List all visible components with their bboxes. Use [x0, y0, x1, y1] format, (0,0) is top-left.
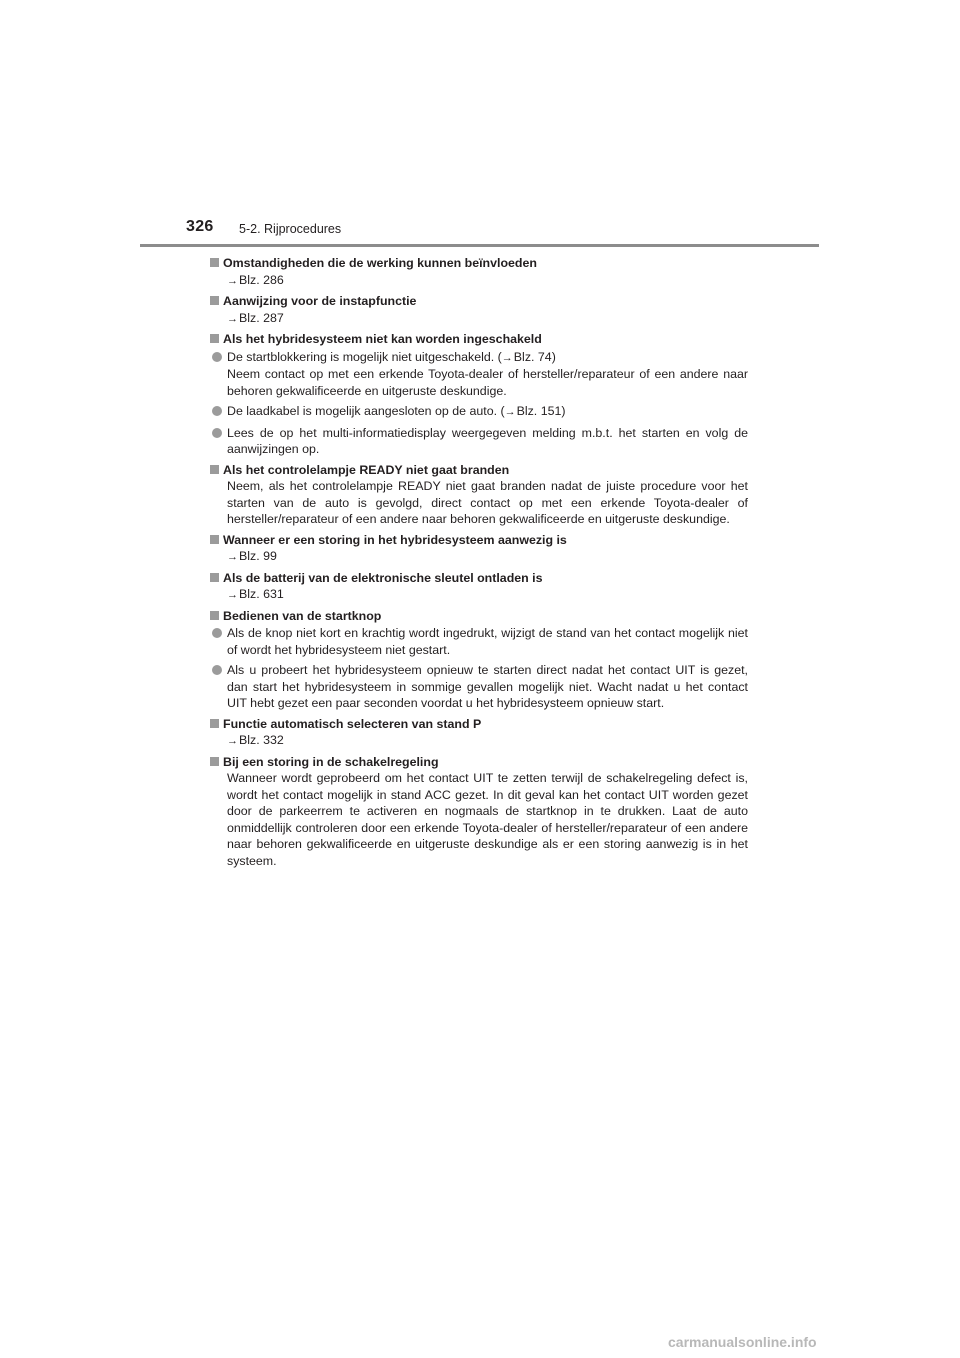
section	[210, 608, 748, 712]
page-reference[interactable]: →Blz. 74	[501, 349, 552, 364]
section	[210, 331, 748, 458]
section-reference	[210, 548, 748, 566]
square-bullet-icon	[210, 334, 219, 343]
section	[210, 532, 748, 566]
square-bullet-icon	[210, 296, 219, 305]
bullet-item: Als de knop niet kort en krachtig wordt ingedrukt, wijzigt de stand van het contact mogelijk niet of wordt het hybridesysteem niet gestart.	[210, 625, 748, 658]
page-reference[interactable]: →Blz. 631	[227, 587, 284, 601]
circle-bullet-icon	[212, 406, 222, 416]
watermark: carmanualsonline.info	[668, 1334, 817, 1350]
square-bullet-icon	[210, 611, 219, 620]
arrow-right-icon: →	[227, 551, 238, 563]
page-reference[interactable]: →Blz. 287	[227, 310, 284, 325]
header-divider	[140, 244, 819, 247]
section-title: Bedienen van de startknop	[210, 608, 748, 625]
circle-bullet-icon	[212, 428, 222, 438]
arrow-right-icon: →	[504, 406, 516, 418]
square-bullet-icon	[210, 258, 219, 267]
chapter-title: 5-2. Rijprocedures	[239, 222, 342, 236]
section-reference	[210, 310, 748, 328]
section-title: Functie automatisch selecteren van stand P	[210, 716, 748, 733]
square-bullet-icon	[210, 465, 219, 474]
bullet-item: De startblokkering is mogelijk niet uitgeschakeld. (→Blz. 74) Neem contact op met een erkende Toyota-dealer of hersteller/reparateur of een andere naar behoren gekwalificeerde en uitgeruste deskundige.	[210, 349, 748, 400]
section-paragraph: Neem, als het controlelampje READY niet gaat branden nadat de juiste procedure voor het starten van de auto is gevolgd, direct contact op met een erkende Toyota-dealer of hersteller/reparateur of een andere naar behoren gekwalificeerde en uitgeruste deskundige.	[227, 479, 748, 526]
page-reference[interactable]: →Blz. 151	[504, 404, 562, 418]
section-title: Als het hybridesysteem niet kan worden ingeschakeld	[210, 331, 748, 348]
section-title: Als het controlelampje READY niet gaat branden	[210, 462, 748, 479]
arrow-right-icon: →	[227, 589, 238, 601]
arrow-right-icon: →	[501, 351, 513, 364]
section	[210, 754, 748, 870]
square-bullet-icon	[210, 719, 219, 728]
arrow-right-icon: →	[227, 274, 238, 287]
page-number: 326	[186, 218, 214, 235]
section	[210, 570, 748, 604]
bullet-item: Als u probeert het hybridesysteem opnieuw te starten direct nadat het contact UIT is gezet, dan start het hybridesysteem in sommige gevallen mogelijk niet. Wacht nadat u het contact UIT hebt gezet een paar seconden voordat u het hybridesysteem opnieuw start.	[210, 662, 748, 712]
arrow-right-icon: →	[227, 735, 238, 747]
arrow-right-icon: →	[227, 312, 238, 325]
square-bullet-icon	[210, 535, 219, 544]
section-title: Bij een storing in de schakelregeling	[210, 754, 748, 771]
page-reference[interactable]: →Blz. 332	[227, 733, 284, 747]
section	[210, 462, 748, 528]
bullet-item: Lees de op het multi-informatiedisplay weergegeven melding m.b.t. het starten en volg de aanwijzingen op.	[210, 425, 748, 458]
section-title: Wanneer er een storing in het hybridesysteem aanwezig is	[210, 532, 748, 549]
bullet-item: De laadkabel is mogelijk aangesloten op de auto. (→Blz. 151)	[210, 403, 748, 421]
page-content	[210, 255, 748, 873]
section-reference	[210, 272, 748, 290]
page-reference[interactable]: →Blz. 99	[227, 549, 277, 563]
section-title: Aanwijzing voor de instapfunctie	[210, 293, 748, 310]
page-reference[interactable]: →Blz. 286	[227, 272, 284, 287]
section	[210, 293, 748, 327]
section-reference	[210, 586, 748, 604]
section	[210, 716, 748, 750]
section-title: Als de batterij van de elektronische sleutel ontladen is	[210, 570, 748, 587]
section-title: Omstandigheden die de werking kunnen beïnvloeden	[210, 255, 748, 272]
section	[210, 255, 748, 289]
section-paragraph: Wanneer wordt geprobeerd om het contact UIT te zetten terwijl de schakelregeling defect is, wordt het contact mogelijk in stand ACC gezet. In dit geval kan het contact UIT worden gezet door de parkeerrem te activeren en nogmaals de startknop in te drukken. Laat de auto onmiddellijk controleren door een erkende Toyota-dealer of hersteller/reparateur of een andere naar behoren gekwalificeerde en uitgeruste deskundige als er een storing aanwezig is in het systeem.	[227, 771, 748, 868]
page-header	[186, 218, 826, 244]
circle-bullet-icon	[212, 352, 222, 362]
square-bullet-icon	[210, 573, 219, 582]
circle-bullet-icon	[212, 628, 222, 638]
section-reference	[210, 732, 748, 750]
square-bullet-icon	[210, 757, 219, 766]
circle-bullet-icon	[212, 665, 222, 675]
